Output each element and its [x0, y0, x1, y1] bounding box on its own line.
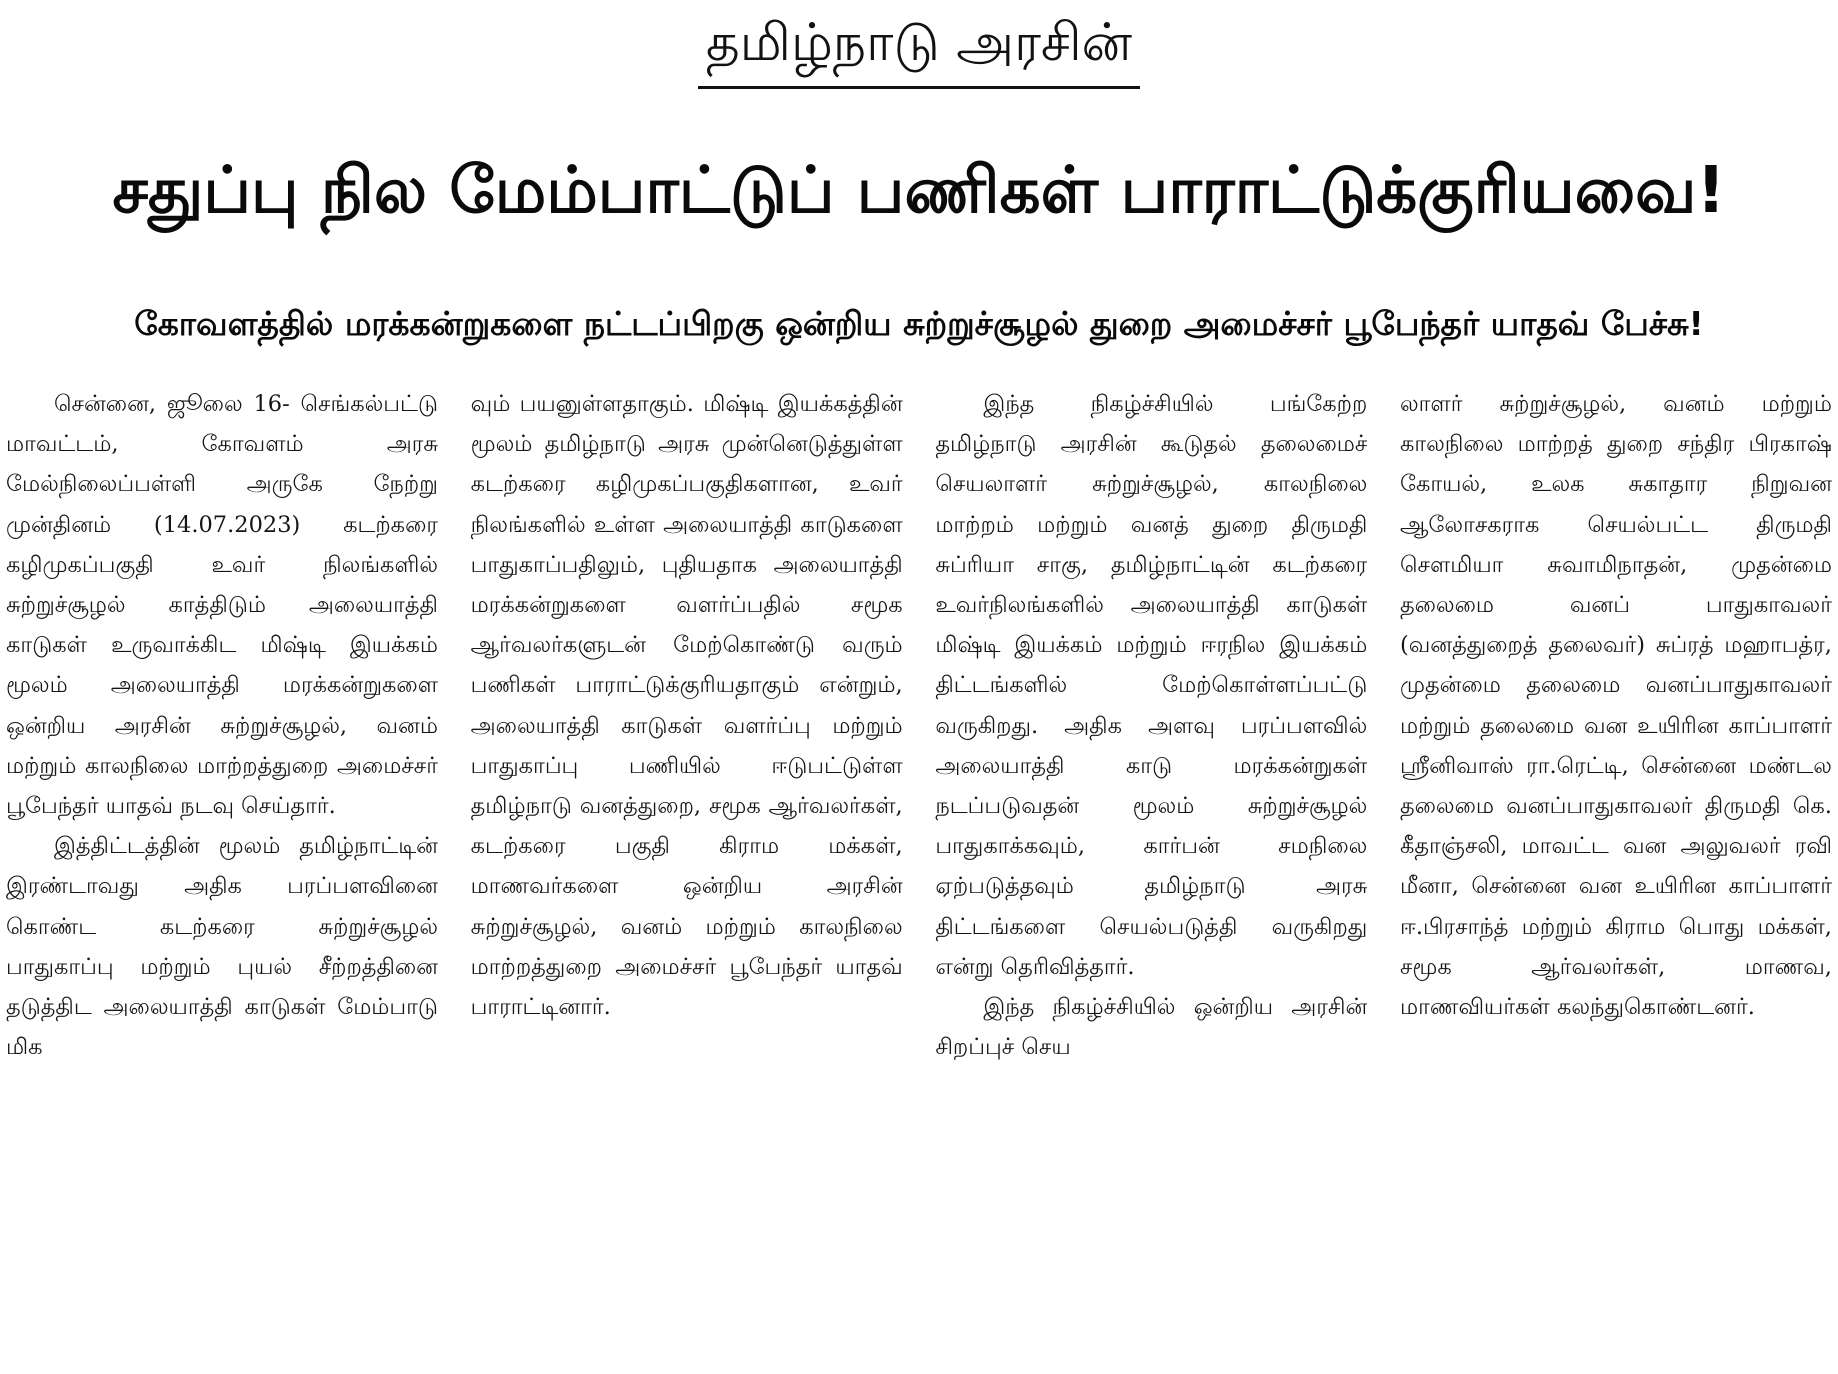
headline: சதுப்பு நில மேம்பாட்டுப் பணிகள் பாராட்டுக்குரியவை!	[112, 154, 1726, 228]
column-2-paragraph-1: வும் பயனுள்ளதாகும். மிஷ்டி இயக்கத்தின் மூலம் தமிழ்நாடு அரசு முன்னெடுத்துள்ள கடற்கரை கழிமுகப்பகுதிகளான, உவர் நிலங்களில் உள்ள அலையாத்தி காடுகளை பாதுகாப்பதிலும், புதியதாக அலையாத்தி மரக்கன்றுகளை வளர்ப்பதில் சமூக ஆர்வலர்களுடன் மேற்கொண்டு வரும் பணிகள் பாராட்டுக்குரியதாகும் என்றும், அலையாத்தி காடுகள் வளர்ப்பு மற்றும் பாதுகாப்பு பணியில் ஈடுபட்டுள்ள தமிழ்நாடு வனத்துறை, சமூக ஆர்வலர்கள், கடற்கரை பகுதி கிராம மக்கள், மாணவர்களை ஒன்றிய அரசின் சுற்றுச்சூழல், வனம் மற்றும் காலநிலை மாற்றத்துறை அமைச்சர் பூபேந்தர் யாதவ் பாராட்டினார்.	[470, 391, 903, 1021]
column-1-paragraph-2: இத்திட்டத்தின் மூலம் தமிழ்நாட்டின் இரண்டாவது அதிக பரப்பளவினை கொண்ட கடற்கரை சுற்றுச்சூழல் பாதுகாப்பு மற்றும் புயல் சீற்றத்தினை தடுத்திட அலையாத்தி காடுகள் மேம்பாடு மிக	[6, 833, 438, 1061]
subheadline: கோவளத்தில் மரக்கன்றுகளை நட்டப்பிறகு ஒன்றிய சுற்றுச்சூழல் துறை அமைச்சர் பூபேந்தர் யாதவ் பேச்சு!	[134, 304, 1704, 343]
column-3-paragraph-1: இந்த நிகழ்ச்சியில் பங்கேற்ற தமிழ்நாடு அரசின் கூடுதல் தலைமைச் செயலாளர் சுற்றுச்சூழல், காலநிலை மாற்றம் மற்றும் வனத் துறை திருமதி சுப்ரியா சாகு, தமிழ்நாட்டின் கடற்கரை உவர்நிலங்களில் அலையாத்தி காடுகள் மிஷ்டி இயக்கம் மற்றும் ஈரநில இயக்கம் திட்டங்களில் மேற்கொள்ளப்பட்டு வருகிறது. அதிக அளவு பரப்பளவில் அலையாத்தி காடு மரக்கன்றுகள் நடப்படுவதன் மூலம் சுற்றுச்சூழல் பாதுகாக்கவும், கார்பன் சமநிலை ஏற்படுத்தவும் தமிழ்நாடு அரசு திட்டங்களை செயல்படுத்தி வருகிறது என்று தெரிவித்தார்.	[935, 391, 1368, 980]
kicker-heading	[0, 4, 1838, 89]
kicker-text: தமிழ்நாடு அரசின்	[698, 4, 1140, 89]
column-4	[1400, 384, 1832, 1370]
column-3	[935, 384, 1367, 1370]
article-columns	[6, 384, 1832, 1370]
column-1-paragraph-1: சென்னை, ஜூலை 16- செங்கல்பட்டு மாவட்டம், கோவளம் அரசு மேல்நிலைப்பள்ளி அருகே நேற்று முன்தினம் (14.07.2023) கடற்கரை கழிமுகப்பகுதி உவர் நிலங்களில் சுற்றுச்சூழல் காத்திடும் அலையாத்தி காடுகள் உருவாக்கிட மிஷ்டி இயக்கம் மூலம் அலையாத்தி மரக்கன்றுகளை ஒன்றிய அரசின் சுற்றுச்சூழல், வனம் மற்றும் காலநிலை மாற்றத்துறை அமைச்சர் பூபேந்தர் யாதவ் நடவு செய்தார்.	[6, 391, 438, 820]
column-3-paragraph-2: இந்த நிகழ்ச்சியில் ஒன்றிய அரசின் சிறப்புச் செய	[935, 994, 1368, 1061]
column-2	[471, 384, 903, 1370]
column-4-paragraph-1: லாளர் சுற்றுச்சூழல், வனம் மற்றும் காலநிலை மாற்றத் துறை சந்திர பிரகாஷ் கோயல், உலக சுகாதார நிறுவன ஆலோசகராக செயல்பட்ட திருமதி சௌமியா சுவாமிநாதன், முதன்மை தலைமை வனப் பாதுகாவலர் (வனத்துறைத் தலைவர்) சுப்ரத் மஹாபத்ர, முதன்மை தலைமை வனப்பாதுகாவலர் மற்றும் தலைமை வன உயிரின காப்பாளர் ஸ்ரீனிவாஸ் ரா.ரெட்டி, சென்னை மண்டல தலைமை வனப்பாதுகாவலர் திருமதி கெ. கீதாஞ்சலி, மாவட்ட வன அலுவலர் ரவி மீனா, சென்னை வன உயிரின காப்பாளர் ஈ.பிரசாந்த் மற்றும் கிராம பொது மக்கள், சமூக ஆர்வலர்கள், மாணவ, மாணவியர்கள் கலந்துகொண்டனர்.	[1399, 391, 1832, 1021]
column-1	[6, 384, 438, 1370]
